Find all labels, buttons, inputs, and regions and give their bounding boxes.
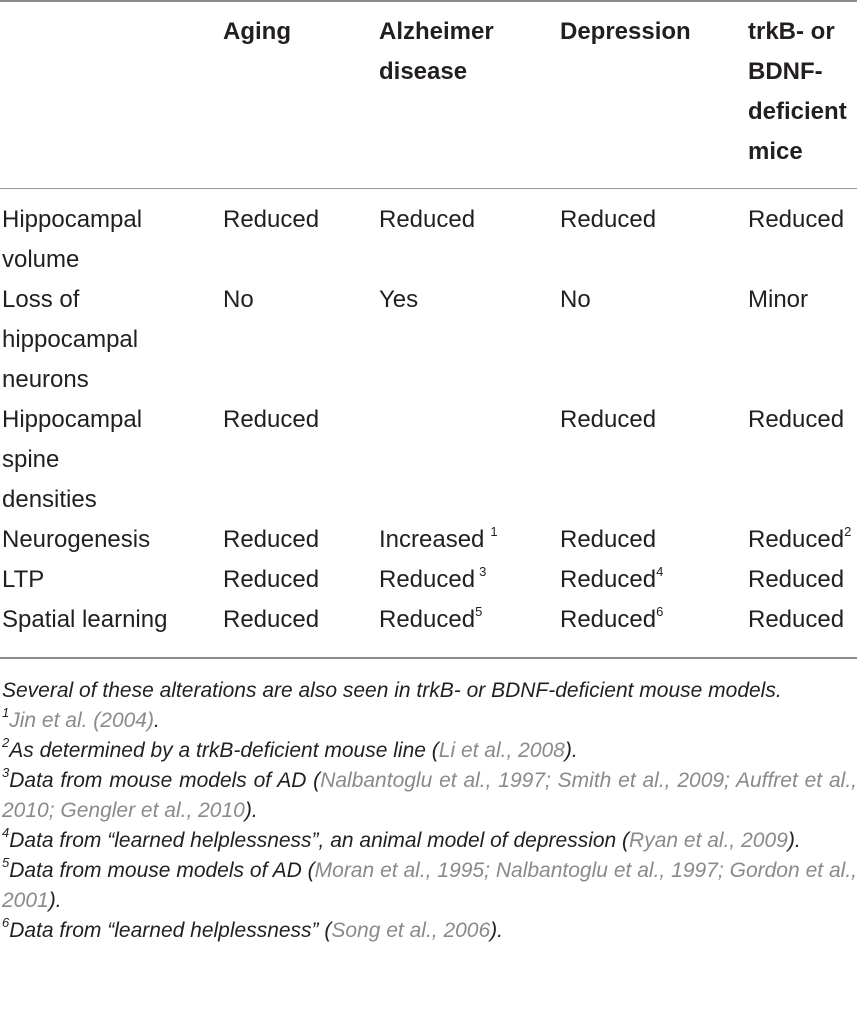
cell-aging [223, 280, 254, 320]
cell-value: Reduced [748, 406, 845, 433]
header-trkb-line: deficient [748, 98, 847, 125]
row-feature-line: Neurogenesis [2, 526, 151, 553]
footnote-text: Data from “learned helplessness”, an animal model of depression ( [9, 829, 630, 852]
cell-trkb [748, 600, 844, 640]
row-feature [2, 400, 142, 520]
cell-value: Increased [379, 526, 485, 553]
cell-alzheimer [379, 600, 482, 640]
citation-link[interactable]: Ryan et al., 2009 [629, 829, 788, 852]
cell-value: Reduced [379, 206, 476, 233]
row-feature-line: LTP [2, 566, 45, 593]
row-feature [2, 200, 142, 280]
bottom-rule [0, 657, 857, 659]
footnote-marker: 6 [656, 604, 664, 619]
footnote-marker: 1 [490, 524, 498, 539]
row-feature-line: Loss of [2, 286, 80, 313]
footnote-number: 3 [2, 765, 10, 780]
footnote-text: Data from “learned helplessness” ( [9, 919, 332, 942]
footnote-number: 1 [2, 705, 10, 720]
footnote-marker: 2 [844, 524, 852, 539]
footnote-text: Data from mouse models of AD ( [9, 769, 321, 792]
row-feature-line: neurons [2, 366, 89, 393]
footnote-marker: 3 [479, 564, 487, 579]
citation-link[interactable]: Song et al., 2006 [331, 919, 491, 942]
cell-value: Reduced [223, 606, 320, 633]
footnote-number: 4 [2, 825, 10, 840]
footnote-number: 2 [2, 735, 10, 750]
row-feature-line: Spatial learning [2, 606, 168, 633]
footnote-text: Data from mouse models of AD ( [9, 859, 315, 882]
cell-trkb [748, 560, 844, 600]
header-alzheimer [379, 12, 494, 92]
cell-alzheimer [379, 520, 498, 560]
cell-depression [560, 400, 656, 440]
table-notes [2, 676, 857, 946]
cell-value: Reduced [748, 526, 845, 553]
cell-depression [560, 600, 663, 640]
cell-value: Reduced [560, 406, 657, 433]
cell-value: Reduced [560, 566, 657, 593]
cell-aging [223, 600, 319, 640]
row-feature-line: densities [2, 486, 97, 513]
footnote-number: 5 [2, 855, 10, 870]
cell-aging [223, 200, 319, 240]
row-feature-line: volume [2, 246, 80, 273]
header-depression [560, 12, 691, 52]
header-trkb-line: BDNF- [748, 58, 823, 85]
cell-depression [560, 280, 591, 320]
row-feature [2, 600, 167, 640]
cell-trkb [748, 400, 844, 440]
footnote-text: ). [787, 829, 801, 852]
footnote-text: . [153, 709, 160, 732]
cell-value: Reduced [223, 206, 320, 233]
cell-value: Reduced [748, 206, 845, 233]
footnote-marker: 5 [475, 604, 483, 619]
cell-value: No [560, 286, 591, 313]
cell-depression [560, 560, 663, 600]
footnote-list [2, 706, 857, 946]
header-alzheimer-line: disease [379, 58, 468, 85]
cell-value: Minor [748, 286, 809, 313]
cell-aging [223, 400, 319, 440]
cell-value: Reduced [748, 566, 845, 593]
footnote [2, 736, 857, 766]
row-feature [2, 520, 150, 560]
header-aging-line: Aging [223, 18, 291, 45]
footnote-marker: 4 [656, 564, 664, 579]
cell-value: Yes [379, 286, 419, 313]
cell-depression [560, 520, 656, 560]
notes-main: Several of these alterations are also seen in trkB- or BDNF-deficient mouse models. [2, 679, 782, 702]
footnote-text: As determined by a trkB-deficient mouse line ( [9, 739, 439, 762]
cell-value: Reduced [223, 566, 320, 593]
footnote [2, 826, 857, 856]
row-feature [2, 560, 44, 600]
row-feature [2, 280, 138, 400]
footnote-number: 6 [2, 915, 10, 930]
footnote [2, 706, 857, 736]
row-feature-line: spine [2, 446, 60, 473]
cell-value: No [223, 286, 254, 313]
footnote-text: ). [48, 889, 62, 912]
header-trkb-line: mice [748, 138, 803, 165]
row-feature-line: Hippocampal [2, 406, 143, 433]
top-rule [0, 0, 857, 2]
cell-value: Reduced [223, 526, 320, 553]
header-aging [223, 12, 291, 52]
cell-aging [223, 560, 319, 600]
cell-trkb [748, 280, 808, 320]
cell-value: Reduced [748, 606, 845, 633]
cell-alzheimer [379, 560, 486, 600]
cell-depression [560, 200, 656, 240]
header-depression-line: Depression [560, 18, 691, 45]
footnote [2, 766, 857, 826]
cell-value: Reduced [379, 566, 476, 593]
cell-value: Reduced [223, 406, 320, 433]
cell-value: Reduced [560, 526, 657, 553]
cell-value: Reduced [560, 206, 657, 233]
cell-trkb [748, 520, 851, 560]
row-feature-line: hippocampal [2, 326, 139, 353]
footnote-text: ). [564, 739, 578, 762]
cell-aging [223, 520, 319, 560]
cell-alzheimer [379, 280, 418, 320]
cell-trkb [748, 200, 844, 240]
cell-value: Reduced [379, 606, 476, 633]
cell-value: Reduced [560, 606, 657, 633]
footnote [2, 856, 857, 916]
citation-link[interactable]: Moran et al., 1995; Nalbantoglu et al., 1997; Gordon et al., 2001 [2, 859, 857, 912]
citation-link[interactable]: Jin et al. (2004) [9, 709, 154, 732]
row-feature-line: Hippocampal [2, 206, 143, 233]
header-trkb [748, 12, 847, 172]
cell-alzheimer [379, 200, 475, 240]
citation-link[interactable]: Nalbantoglu et al., 1997; Smith et al., 2009; Auffret et al., 2010; Gengler et al., 2010 [2, 769, 857, 822]
footnote [2, 916, 857, 946]
footnote-text: ). [490, 919, 503, 942]
citation-link[interactable]: Li et al., 2008 [438, 739, 565, 762]
footnote-text: ). [244, 799, 258, 822]
header-trkb-line: trkB- or [748, 18, 835, 45]
header-alzheimer-line: Alzheimer [379, 18, 494, 45]
header-rule [0, 188, 857, 189]
